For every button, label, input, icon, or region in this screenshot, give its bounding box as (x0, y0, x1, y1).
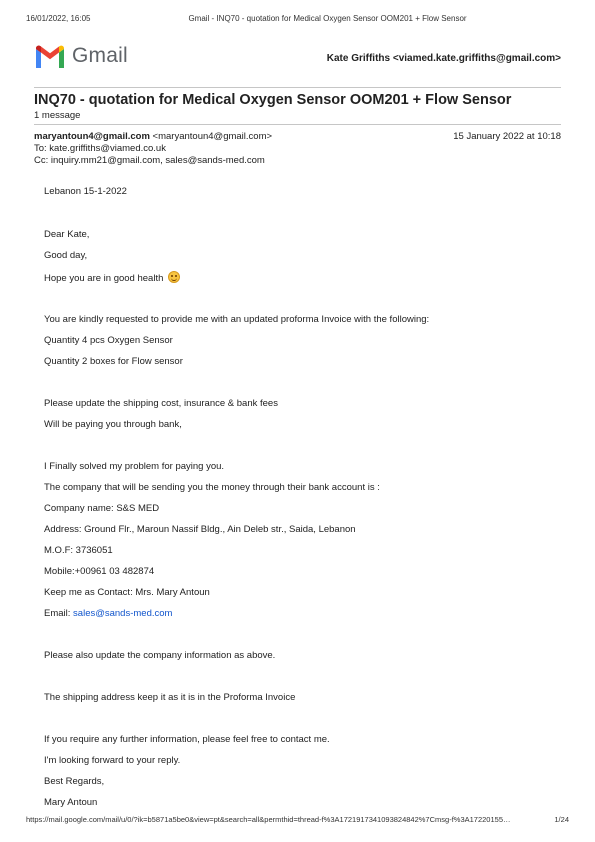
body-line: Please also update the company information as above. (44, 650, 276, 661)
signature-name: Mary Antoun (44, 797, 98, 808)
body-line: Keep me as Contact: Mrs. Mary Antoun (44, 587, 210, 598)
body-line: Mobile:+00961 03 482874 (44, 566, 155, 577)
body-line: M.O.F: 3736051 (44, 545, 113, 556)
print-page-title: Gmail - INQ70 - quotation for Medical Oxygen Sensor OOM201 + Flow Sensor (188, 14, 467, 23)
body-line: I'm looking forward to your reply. (44, 755, 181, 766)
cc-recipients: Cc: inquiry.mm21@gmail.com, sales@sands-med.com (34, 155, 265, 166)
body-line: The company that will be sending you the money through their bank account is : (44, 482, 380, 493)
body-line: Lebanon 15-1-2022 (44, 186, 127, 197)
gmail-wordmark: Gmail (72, 44, 128, 67)
sender-name: maryantoun4@gmail.com (34, 131, 150, 142)
body-line: Please update the shipping cost, insurance & bank fees (44, 398, 278, 409)
message-count: 1 message (34, 110, 81, 121)
body-line: Address: Ground Flr., Maroun Nassif Bldg., Ain Deleb str., Saida, Lebanon (44, 524, 356, 535)
body-line-email (44, 608, 172, 619)
body-line: I Finally solved my problem for paying you. (44, 461, 225, 472)
account-identity: Kate Griffiths <viamed.kate.griffiths@gmail.com> (326, 53, 561, 64)
header-divider (34, 87, 561, 88)
body-line: Quantity 2 boxes for Flow sensor (44, 356, 183, 367)
body-line-health (44, 271, 180, 284)
smiley-emoji-icon (168, 271, 180, 283)
body-line-text: Hope you are in good health (44, 273, 164, 284)
body-line: If you require any further information, please feel free to contact me. (44, 734, 330, 745)
print-footer (26, 815, 569, 827)
to-recipients: To: kate.griffiths@viamed.co.uk (34, 143, 166, 154)
body-line: Good day, (44, 250, 88, 261)
body-line: Will be paying you through bank, (44, 419, 182, 430)
body-line: The shipping address keep it as it is in the Proforma Invoice (44, 692, 296, 703)
print-url: https://mail.google.com/mail/u/0/?ik=b5871a5be0&view=pt&search=all&permthid=thread-f%3A1721917341093824842%7Cmsg-f%3A17220155… (26, 815, 511, 824)
email-label: Email: (44, 608, 74, 619)
sender-email: <maryantoun4@gmail.com> (152, 131, 273, 142)
page-number: 1/24 (554, 815, 569, 824)
gmail-logo-icon[interactable] (34, 44, 66, 68)
email-link[interactable]: sales@sands-med.com (73, 608, 173, 619)
body-line: Company name: S&S MED (44, 503, 160, 514)
subject-divider (34, 124, 561, 125)
greeting: Dear Kate, (44, 229, 90, 240)
print-header (26, 14, 569, 26)
message-header (34, 131, 561, 167)
print-datetime: 16/01/2022, 16:05 (26, 14, 91, 23)
email-subject: INQ70 - quotation for Medical Oxygen Sensor OOM201 + Flow Sensor (34, 92, 512, 108)
header-bar (34, 44, 561, 74)
body-line: Best Regards, (44, 776, 105, 787)
body-line: Quantity 4 pcs Oxygen Sensor (44, 335, 173, 346)
body-line: You are kindly requested to provide me with an updated proforma Invoice with the following: (44, 314, 430, 325)
message-date: 15 January 2022 at 10:18 (453, 131, 561, 142)
